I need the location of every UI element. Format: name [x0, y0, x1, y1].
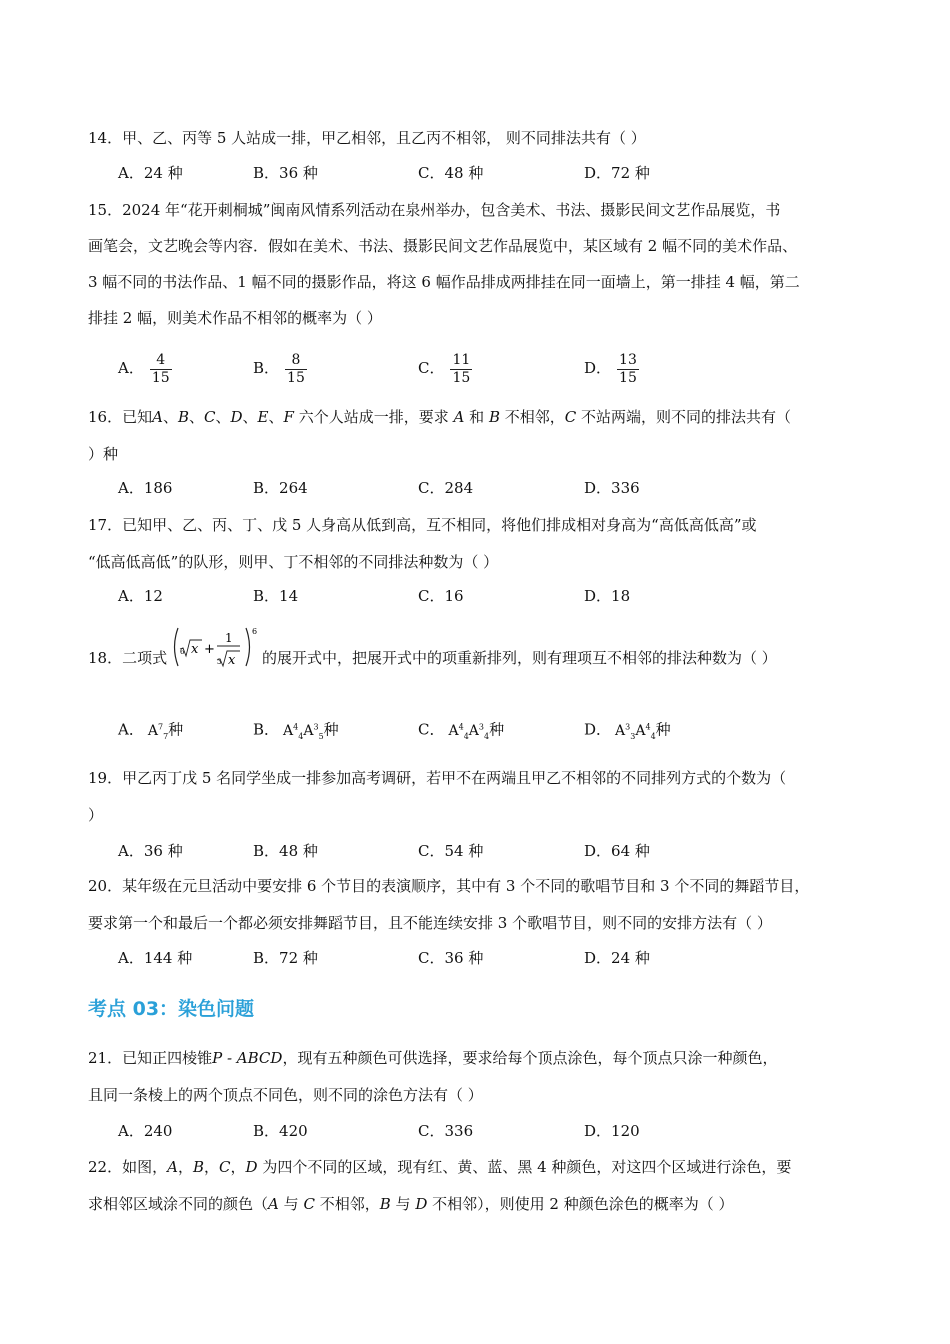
- q18-prefix: 18．二项式: [88, 649, 168, 667]
- q22-line-1: 22．如图，A，B，C，D 为四个不同的区域，现有红、黄、蓝、黑 4 种颜色，对这四个区域进行涂色，要: [88, 1158, 792, 1176]
- q14-text: 14．甲、乙、丙等 5 人站成一排，甲乙相邻，且乙丙不相邻， 则不同排法共有（ ）: [88, 129, 646, 147]
- q18-binomial-expression: [170, 624, 260, 670]
- q17-option-c: C．16: [418, 587, 464, 605]
- root6-var: x: [191, 642, 199, 657]
- q16-options: [118, 477, 878, 499]
- q19-option-b: B．48 种: [253, 842, 318, 860]
- q14-option-d: D．72 种: [584, 164, 650, 182]
- plus-sign: +: [204, 642, 215, 657]
- q15-option-d: D． $\frac{13}{15}$: [584, 351, 637, 386]
- q14-option-b: B．36 种: [253, 164, 318, 182]
- right-paren: [246, 628, 250, 666]
- q16-option-c: C．284: [418, 479, 474, 497]
- q21-option-c: C．336: [418, 1122, 474, 1140]
- q18-option-a: A． $A^7_7$种: [118, 720, 184, 741]
- q21-option-b: B．420: [253, 1122, 308, 1140]
- q16-line-1: 16．已知A、B、C、D、E、F 六个人站成一排，要求 A 和 B 不相邻，C 不站两端，则不同的排法共有（: [88, 408, 792, 426]
- q14-option-c: C．48 种: [418, 164, 484, 182]
- q15-options: [118, 348, 878, 388]
- q21-option-d: D．120: [584, 1122, 640, 1140]
- q22-line-2: 求相邻区域涂不同的颜色（A 与 C 不相邻，B 与 D 不相邻），则使用 2 种颜色涂色的概率为（ ）: [88, 1195, 734, 1213]
- q16-option-d: D．336: [584, 479, 640, 497]
- q18-suffix: 的展开式中，把展开式中的项重新排列，则有理项互不相邻的排法种数为（ ）: [262, 649, 777, 667]
- root3-index: 3: [217, 658, 222, 666]
- root3-var: x: [228, 653, 236, 668]
- q18-option-d: D． $A^3_3A^4_4$种: [584, 720, 671, 741]
- q17-option-a: A．12: [118, 587, 163, 605]
- q17-line-2: “低高低高低”的队形，则甲、丁不相邻的不同排法种数为（ ）: [88, 553, 499, 571]
- q19-option-c: C．54 种: [418, 842, 484, 860]
- q19-option-d: D．64 种: [584, 842, 650, 860]
- q17-option-d: D．18: [584, 587, 631, 605]
- q21-option-a: A．240: [118, 1122, 173, 1140]
- q15-line-1: 15．2024 年“花开刺桐城”闽南风情系列活动在泉州举办，包含美术、书法、摄影民间文艺作品展览，书: [88, 201, 781, 219]
- q16-option-b: B．264: [253, 479, 308, 497]
- q18-option-c: C． $A^4_4A^3_4$种: [418, 720, 505, 741]
- q15-line-2: 画笔会，文艺晚会等内容．假如在美术、书法、摄影民间文艺作品展览中，某区域有 2 幅不同的美术作品、: [88, 237, 798, 255]
- q15-line-4: 排挂 2 幅，则美术作品不相邻的概率为（ ）: [88, 309, 382, 327]
- q15-option-c: C． $\frac{11}{15}$: [418, 351, 471, 386]
- q17-options: [118, 585, 878, 607]
- q17-option-b: B．14: [253, 587, 299, 605]
- q20-line-2: 要求第一个和最后一个都必须安排舞蹈节目，且不能连续安排 3 个歌唱节目，则不同的安排方法有（ ）: [88, 914, 772, 932]
- q18-options: [118, 712, 878, 742]
- q20-option-c: C．36 种: [418, 949, 484, 967]
- q16-line-2: ）种: [88, 445, 119, 463]
- q14-option-a: A．24 种: [118, 164, 183, 182]
- q20-options: [118, 947, 878, 969]
- q20-option-a: A．144 种: [118, 949, 193, 967]
- q15-option-a: A． $\frac{4}{15}$: [118, 351, 170, 386]
- q18-option-b: B． $A^4_4A^3_5$种: [253, 720, 339, 741]
- q21-formula: P - ABCD: [212, 1049, 283, 1067]
- q20-option-b: B．72 种: [253, 949, 318, 967]
- left-paren: [175, 628, 179, 666]
- section-heading: 考点 03：染色问题: [88, 998, 255, 1020]
- q21-line-2: 且同一条棱上的两个顶点不同色，则不同的涂色方法有（ ）: [88, 1086, 483, 1104]
- root6-index: 6: [180, 648, 185, 656]
- q14-options: [118, 162, 878, 184]
- q20-line-1: 20．某年级在元旦活动中要安排 6 个节目的表演顺序，其中有 3 个不同的歌唱节目和 3 个不同的舞蹈节目，: [88, 877, 810, 895]
- q17-line-1: 17．已知甲、乙、丙、丁、戊 5 人身高从低到高，互不相同，将他们排成相对身高为“高低高低高”或: [88, 516, 757, 534]
- q15-line-3: 3 幅不同的书法作品、1 幅不同的摄影作品，将这 6 幅作品排成两排挂在同一面墙上，第一排挂 4 幅，第二: [88, 273, 800, 291]
- q21-line-1: 21．已知正四棱锥P - ABCD，现有五种颜色可供选择，要求给每个顶点涂色，每个顶点只涂一种颜色，: [88, 1049, 778, 1067]
- q19-line-1: 19．甲乙丙丁戊 5 名同学坐成一排参加高考调研，若甲不在两端且甲乙不相邻的不同排列方式的个数为（: [88, 769, 787, 787]
- q19-option-a: A．36 种: [118, 842, 183, 860]
- numerator-one: 1: [225, 631, 233, 645]
- q15-option-b: B． $\frac{8}{15}$: [253, 351, 305, 386]
- power: 6: [252, 627, 258, 636]
- q19-line-2: ）: [88, 806, 104, 824]
- q16-option-a: A．186: [118, 479, 173, 497]
- q21-options: [118, 1120, 878, 1142]
- q20-option-d: D．24 种: [584, 949, 650, 967]
- q19-options: [118, 840, 878, 862]
